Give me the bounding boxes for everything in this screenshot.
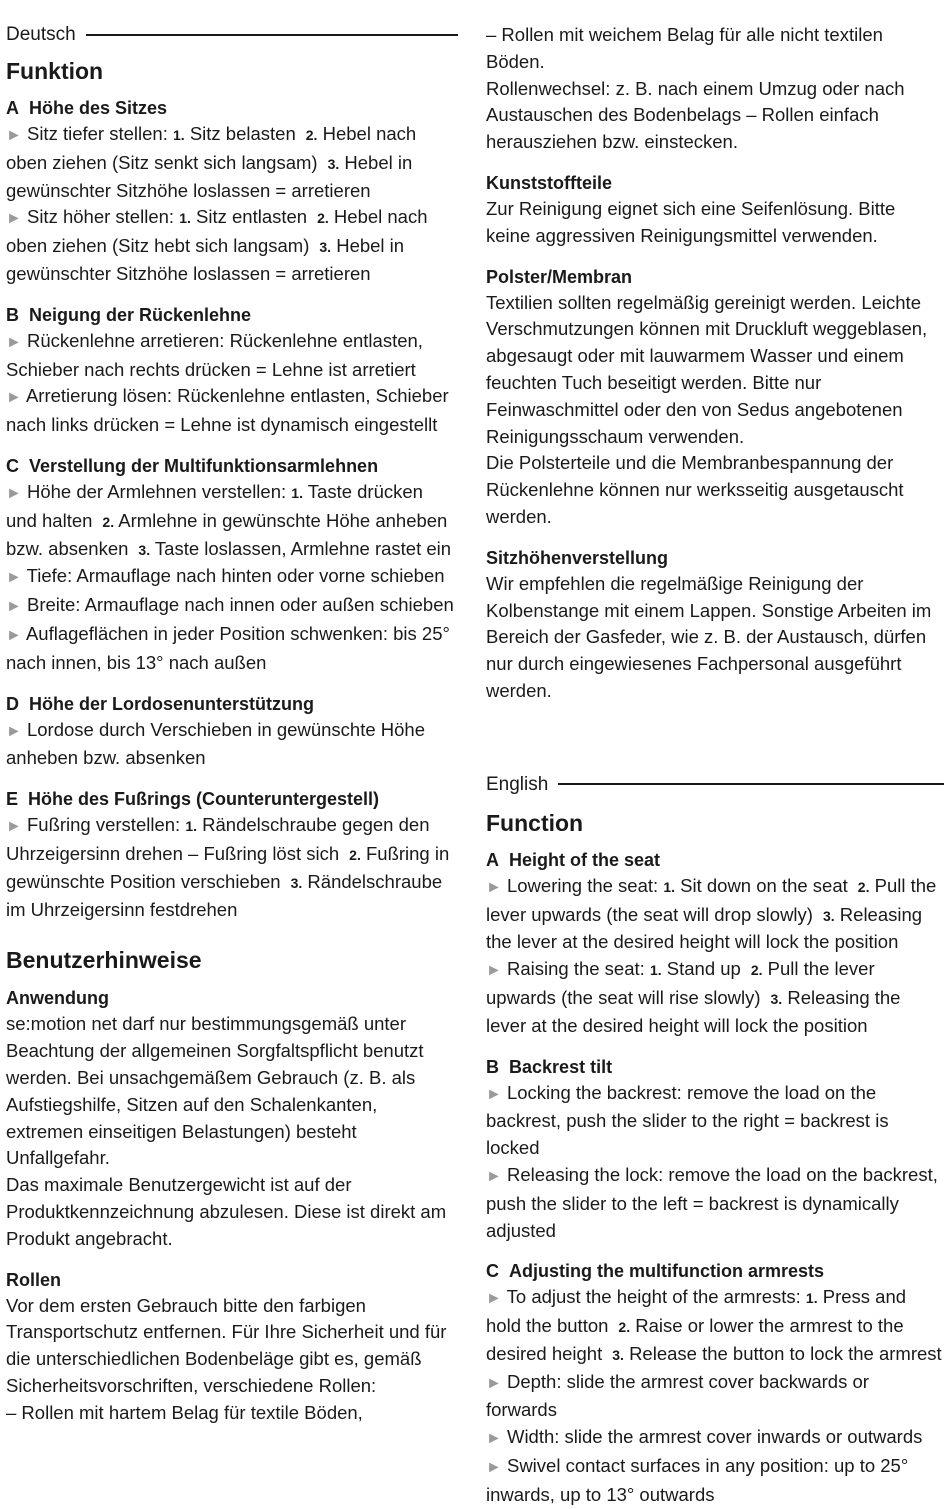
column-right (486, 0, 944, 1509)
height-paragraph: Wir empfehlen die regelmäßige Reinigung der Kolbenstange mit einem Lappen. Sonstige Arbeiten im Bereich der Gasfeder, wie z. B. der Austausch, dürfen nur durch eingewiesenes Fachpersonal ausgeführt werden. (486, 572, 932, 701)
instruction-c4-en: ► Swivel contact surfaces in any position: up to 25° inwards, up to 13° outwards (486, 1455, 909, 1505)
triangle-bullet-icon: ► (486, 878, 502, 896)
header-rule (558, 783, 944, 785)
triangle-bullet-icon: ► (6, 210, 22, 228)
triangle-bullet-icon: ► (6, 598, 22, 616)
subsection-upholstery-title: Polster/Membran (486, 266, 633, 287)
language-label: Deutsch (6, 24, 76, 45)
instruction-d1: ► Lordose durch Verschieben in gewünschte Höhe anheben bzw. absenken (6, 718, 425, 769)
instruction-b1-en: ► Locking the backrest: remove the load on the backrest, push the slider to the right = backrest is locked (486, 1081, 889, 1159)
section-title-function-en: Function (486, 809, 584, 836)
instruction-c2: ► Tiefe: Armauflage nach hinten oder vorne schieben (6, 565, 445, 587)
use-paragraph-2: Das maximale Benutzergewicht ist auf der Produktkennzeichnung abzulesen. Diese ist direkt am Produkt angebracht. (6, 1174, 447, 1249)
header-rule (86, 34, 458, 36)
casters-change: Rollenwechsel: z. B. nach einem Umzug oder nach Austauschen des Bodenbelags – Rollen einfach herausziehen bzw. einstecken. (486, 77, 905, 153)
casters-hard: – Rollen mit hartem Belag für textile Böden, (6, 1401, 363, 1423)
subsection-b-title: B Neigung der Rückenlehne (6, 304, 252, 325)
instruction-e1: ► Fußring verstellen: 1. Rändelschraube gegen den Uhrzeigersinn drehen – Fußring löst sich 2. Fußring in gewünschte Position verschieben 3. Rändelschraube im Uhrzeigersinn festdrehen (6, 814, 450, 920)
triangle-bullet-icon: ► (6, 333, 22, 351)
subsection-plastic-title: Kunststoffteile (486, 172, 612, 193)
triangle-bullet-icon: ► (486, 1374, 502, 1392)
instruction-a2: ► Sitz höher stellen: 1. Sitz entlasten 2. Hebel nach oben ziehen (Sitz hebt sich langsam) 3. Hebel in gewünschter Sitzhöhe loslassen = arretieren (6, 206, 428, 284)
subsection-casters-title: Rollen (6, 1269, 62, 1290)
use-paragraph-1: se:motion net darf nur bestimmungsgemäß unter Beachtung der allgemeinen Sorgfaltspflicht benutzt werden. Bei unsachgemäßem Gebrauch (z. B. als Aufstiegshilfe, Sitzen auf den Schalenkanten, extremen einseitigen Belastungen) besteht Unfallgefahr. (6, 1013, 424, 1169)
section-title-user-notes: Benutzerhinweise (6, 947, 202, 974)
triangle-bullet-icon: ► (6, 127, 22, 144)
upholstery-paragraph-1: Textilien sollten regelmäßig gereinigt werden. Leichte Verschmutzungen können mit Druckluft weggeblasen, abgesaugt oder mit lauwarmem Wasser und einem feuchten Tuch beseitigt werden. Bitte nur Feinwaschmittel oder den von Sedus angebotenen Reinigungsschaum verwenden. (486, 291, 928, 447)
subsection-b-title-en: B Backrest tilt (486, 1056, 613, 1077)
triangle-bullet-icon: ► (6, 626, 22, 644)
language-header-english (486, 771, 944, 798)
section-title-function: Funktion (6, 58, 104, 84)
subsection-a-title-en: A Height of the seat (486, 849, 661, 870)
triangle-bullet-icon: ► (486, 1167, 502, 1185)
casters-soft: – Rollen mit weichem Belag für alle nicht textilen Böden. (486, 24, 883, 72)
instruction-b2-en: ► Releasing the lock: remove the load on the backrest, push the slider to the left = backrest is dynamically adjusted (486, 1163, 938, 1241)
instruction-c1-en: ► To adjust the height of the armrests: 1. Press and hold the button 2. Raise or lower the armrest to the desired height 3. Release the button to lock the armrest (486, 1286, 942, 1364)
instruction-c1: ► Höhe der Armlehnen verstellen: 1. Taste drücken und halten 2. Armlehne in gewünschte Höhe anheben bzw. absenken 3. Taste loslassen, Armlehne rastet ein (6, 480, 452, 559)
language-label: English (486, 773, 549, 795)
triangle-bullet-icon: ► (6, 722, 22, 740)
instruction-b2: ► Arretierung lösen: Rückenlehne entlasten, Schieber nach links drücken = Lehne ist dynamisch eingestellt (6, 385, 449, 436)
triangle-bullet-icon: ► (486, 1290, 502, 1308)
instruction-c3: ► Breite: Armauflage nach innen oder außen schieben (6, 594, 454, 616)
casters-paragraph-1: Vor dem ersten Gebrauch bitte den farbigen Transportschutz entfernen. Für Ihre Sicherheit und für die unterschiedlichen Bodenbeläge gibt es, gemäß Sicherheitsvorschriften, verschiedene Rollen: (6, 1294, 447, 1396)
subsection-c-title-en: C Adjusting the multifunction armrests (486, 1261, 825, 1282)
instruction-b1: ► Rückenlehne arretieren: Rückenlehne entlasten, Schieber nach rechts drücken = Lehne ist arretiert (6, 329, 423, 380)
triangle-bullet-icon: ► (486, 1085, 502, 1103)
triangle-bullet-icon: ► (6, 569, 22, 587)
triangle-bullet-icon: ► (6, 389, 22, 407)
subsection-height-title: Sitzhöhenverstellung (486, 547, 669, 568)
subsection-use-title: Anwendung (6, 988, 109, 1009)
instruction-c2-en: ► Depth: slide the armrest cover backwards or forwards (486, 1370, 869, 1421)
subsection-d-title: D Höhe der Lordosenunterstützung (6, 693, 315, 714)
plastic-paragraph: Zur Reinigung eignet sich eine Seifenlösung. Bitte keine aggressiven Reinigungsmittel verwenden. (486, 197, 896, 246)
instruction-a2-en: ► Raising the seat: 1. Stand up 2. Pull the lever upwards (the seat will rise slowly) 3. Releasing the lever at the desired height will lock the position (486, 958, 901, 1036)
triangle-bullet-icon: ► (486, 962, 502, 980)
instruction-a1-en: ► Lowering the seat: 1. Sit down on the seat 2. Pull the lever upwards (the seat will drop slowly) 3. Releasing the lever at the desired height will lock the position (486, 874, 937, 953)
triangle-bullet-icon: ► (486, 1459, 502, 1477)
instruction-c4: ► Auflageflächen in jeder Position schwenken: bis 25° nach innen, bis 13° nach außen (6, 622, 450, 673)
column-german (6, 0, 458, 1426)
subsection-a-title: A Höhe des Sitzes (6, 98, 168, 118)
upholstery-paragraph-2: Die Polsterteile und die Membranbespannung der Rückenlehne können nur werksseitig ausgetauscht werden. (486, 452, 904, 527)
subsection-e-title: E Höhe des Fußrings (Counteruntergestell) (6, 789, 380, 810)
triangle-bullet-icon: ► (486, 1430, 502, 1448)
triangle-bullet-icon: ► (6, 818, 22, 836)
language-header-german (6, 21, 458, 48)
triangle-bullet-icon: ► (6, 484, 22, 502)
subsection-c-title: C Verstellung der Multifunktionsarmlehnen (6, 455, 379, 476)
instruction-a1: ► Sitz tiefer stellen: 1. Sitz belasten 2. Hebel nach oben ziehen (Sitz senkt sich langsam) 3. Hebel in gewünschter Sitzhöhe loslassen = arretieren (6, 123, 417, 201)
instruction-c3-en: ► Width: slide the armrest cover inwards or outwards (486, 1426, 923, 1448)
